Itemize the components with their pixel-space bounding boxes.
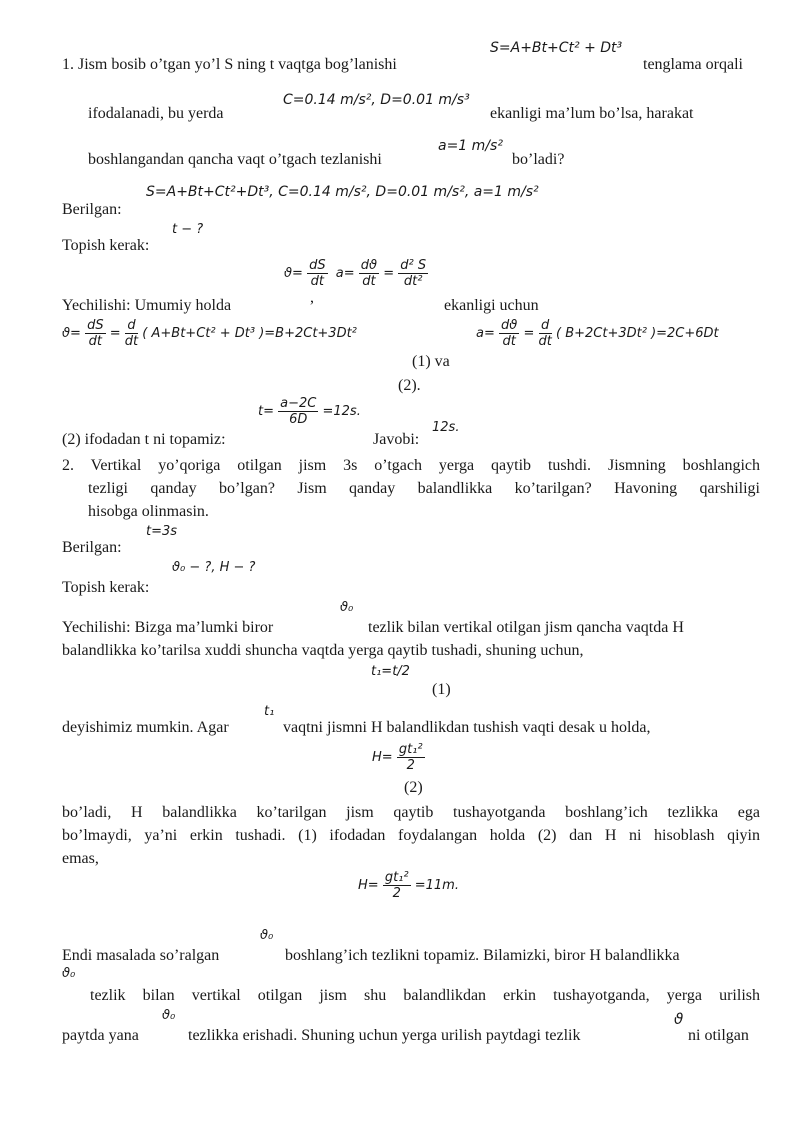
- h2-den: 2: [392, 886, 401, 901]
- h-den: 2: [406, 758, 415, 773]
- p2-eq-mark-2: (2): [404, 779, 423, 796]
- t-num: a−2C: [280, 396, 317, 411]
- p2-paragraph-line3: emas,: [62, 850, 99, 867]
- a-def-frac2: [398, 258, 428, 289]
- p2-solution-line-end: tezlik bilan vertikal otilgan jism qancha vaqtda H: [368, 619, 684, 636]
- a-def-num1: dϑ: [360, 258, 378, 273]
- end-line3-v0-symbol: ϑ₀: [162, 1008, 176, 1023]
- find-label: Topish kerak:: [62, 237, 150, 254]
- p2-end-line1: Endi masalada so’ralgan: [62, 947, 220, 964]
- eq-height-result: [358, 870, 459, 901]
- p2-line2: tezligi qanday bo’lgan? Jism qanday balandlikka ko’tarilgan? Havoning qarshiligi: [88, 480, 760, 497]
- eq-mark-1: (1) va: [412, 353, 450, 370]
- eq-acceleration: a=1 m/s²: [438, 138, 503, 154]
- a-eq: =: [523, 326, 535, 341]
- given-equation: S=A+Bt+Ct²+Dt³, C=0.14 m/s², D=0.01 m/s², a=1 m/s²: [146, 184, 539, 200]
- end-v0-symbol: ϑ₀: [260, 928, 274, 943]
- p1-line2-end: ekanligi ma’lum bo’lsa, harakat: [490, 105, 694, 122]
- a-def-eq: =: [383, 266, 395, 281]
- answer-label: Javobi:: [373, 431, 420, 448]
- p2-line3: hisobga olinmasin.: [88, 503, 209, 520]
- p2-line1: 2. Vertikal yo’qoriga otilgan jism 3s o’tgach yerga qaytib tushdi. Jismning boshlangich: [62, 457, 760, 474]
- v-eq: =: [109, 326, 121, 341]
- given-label: Berilgan:: [62, 201, 122, 218]
- v-n2: d: [125, 318, 138, 334]
- v-lhs: ϑ=: [62, 326, 81, 341]
- end-line3-v-symbol: ϑ: [674, 1010, 684, 1028]
- v-rhs: ( A+Bt+Ct² + Dt³ )=B+2Ct+3Dt²: [142, 326, 357, 341]
- p1-line3: boshlangandan qancha vaqt o’tgach tezlanishi: [88, 151, 382, 168]
- p1-line1: 1. Jism bosib o’tgan yo’l S ning t vaqtga bog’lanishi: [62, 56, 397, 73]
- a-def-frac1: [359, 258, 379, 289]
- v-d1: dt: [88, 334, 103, 349]
- p2-end-line1-end: boshlang’ich tezlikni topamiz. Bilamizki, biror H balandlikka: [285, 947, 680, 964]
- a-d1: dt: [502, 334, 516, 349]
- p2-end-line3: paytda yana: [62, 1027, 139, 1044]
- v-n1: dS: [87, 318, 104, 333]
- a-def-lhs: a=: [335, 266, 355, 281]
- p2-end-line3-mid: tezlikka erishadi. Shuning uchun yerga urilish paytdagi tezlik: [188, 1027, 581, 1044]
- p1-line2: ifodalanadi, bu yerda: [88, 105, 224, 122]
- p2-paragraph-line1: bo’ladi, H balandlikka ko’tarilgan jism qaytib tushayotganda boshlang’ich tezlikka ega: [62, 804, 760, 821]
- h2-frac: [383, 870, 411, 901]
- t1-symbol: t₁: [264, 704, 275, 719]
- answer-value: 12s.: [432, 420, 460, 435]
- eq-definitions: [284, 258, 428, 289]
- p2-derive-line-end: vaqtni jismni H balandlikdan tushish vaqti desak u holda,: [283, 719, 651, 736]
- v-frac1: [85, 318, 106, 349]
- a-n2: d: [539, 318, 552, 334]
- v-def-frac: [307, 258, 328, 289]
- eq-mark-2: (2).: [398, 377, 421, 394]
- p2-find-label: Topish kerak:: [62, 579, 150, 596]
- p2-end-line3-end: ni otilgan: [688, 1027, 749, 1044]
- p2-given-label: Berilgan:: [62, 539, 122, 556]
- eq-time: [258, 396, 361, 427]
- eq-constants: C=0.14 m/s², D=0.01 m/s³: [283, 92, 470, 108]
- v-def-lhs: ϑ=: [284, 266, 303, 281]
- a-rhs: ( B+2Ct+3Dt² )=2C+6Dt: [556, 326, 719, 341]
- p2-find-equation: ϑ₀ − ?, H − ?: [172, 560, 256, 575]
- a-def-num2: d² S: [400, 258, 427, 273]
- from-eq2-line: (2) ifodadan t ni topamiz:: [62, 431, 226, 448]
- p2-end-line2: tezlik bilan vertikal otilgan jism shu balandlikdan erkin tushayotganda, yerga urilish: [90, 987, 760, 1004]
- p2-solution-line: Yechilishi: Bizga ma’lumki biror: [62, 619, 274, 636]
- t-frac: [278, 396, 318, 427]
- solution-comma: ,: [310, 289, 314, 306]
- a-def-den1: dt: [362, 274, 376, 289]
- v-d2: dt: [124, 334, 139, 349]
- p1-line1-end: tenglama orqali: [643, 56, 743, 73]
- solution-line: Yechilishi: Umumiy holda: [62, 297, 232, 314]
- p1-line3-end: bo’ladi?: [512, 151, 565, 168]
- solution-line-end: ekanligi uchun: [444, 297, 539, 314]
- a-frac1: [499, 318, 519, 349]
- a-frac2: [539, 318, 552, 349]
- v-def-den: dt: [310, 274, 325, 289]
- t-lhs: t=: [258, 404, 274, 419]
- p2-derive-line: deyishimiz mumkin. Agar: [62, 719, 229, 736]
- p2-eq-mark-1: (1): [432, 681, 451, 698]
- eq-t1: t₁=t/2: [371, 664, 410, 679]
- eq-acceleration-derivative: [476, 318, 719, 349]
- p2-paragraph-line2: bo’lmaydi, ya’ni erkin tushadi. (1) ifodadan foydalangan holda (2) dan H ni hisoblash qiyin: [62, 827, 760, 844]
- p2-given-equation: t=3s: [146, 524, 178, 539]
- a-lhs: a=: [476, 326, 495, 341]
- h-num: gt₁²: [398, 742, 423, 757]
- v-def-num: dS: [309, 258, 326, 273]
- a-d2: dt: [538, 334, 552, 349]
- h-frac: [397, 742, 425, 773]
- t-den: 6D: [289, 412, 308, 427]
- h2-lhs: H=: [358, 878, 379, 893]
- a-n1: dϑ: [501, 318, 518, 333]
- p2-solution-line2: balandlikka ko’tarilsa xuddi shuncha vaqtda yerga qaytib tushadi, shuning uchun,: [62, 642, 584, 659]
- v-frac2: [125, 318, 138, 349]
- find-equation: t − ?: [172, 222, 204, 237]
- eq-height: [372, 742, 425, 773]
- eq-velocity: [62, 318, 357, 349]
- v0-symbol: ϑ₀: [340, 600, 354, 615]
- a-def-den2: dt²: [403, 274, 423, 289]
- eq-path-law: S=A+Bt+Ct² + Dt³: [490, 40, 623, 56]
- h2-rhs: =11m.: [414, 878, 459, 893]
- t-rhs: =12s.: [322, 404, 361, 419]
- h2-num: gt₁²: [384, 870, 409, 885]
- end-line2-v0-symbol: ϑ₀: [62, 966, 76, 981]
- h-lhs: H=: [372, 750, 393, 765]
